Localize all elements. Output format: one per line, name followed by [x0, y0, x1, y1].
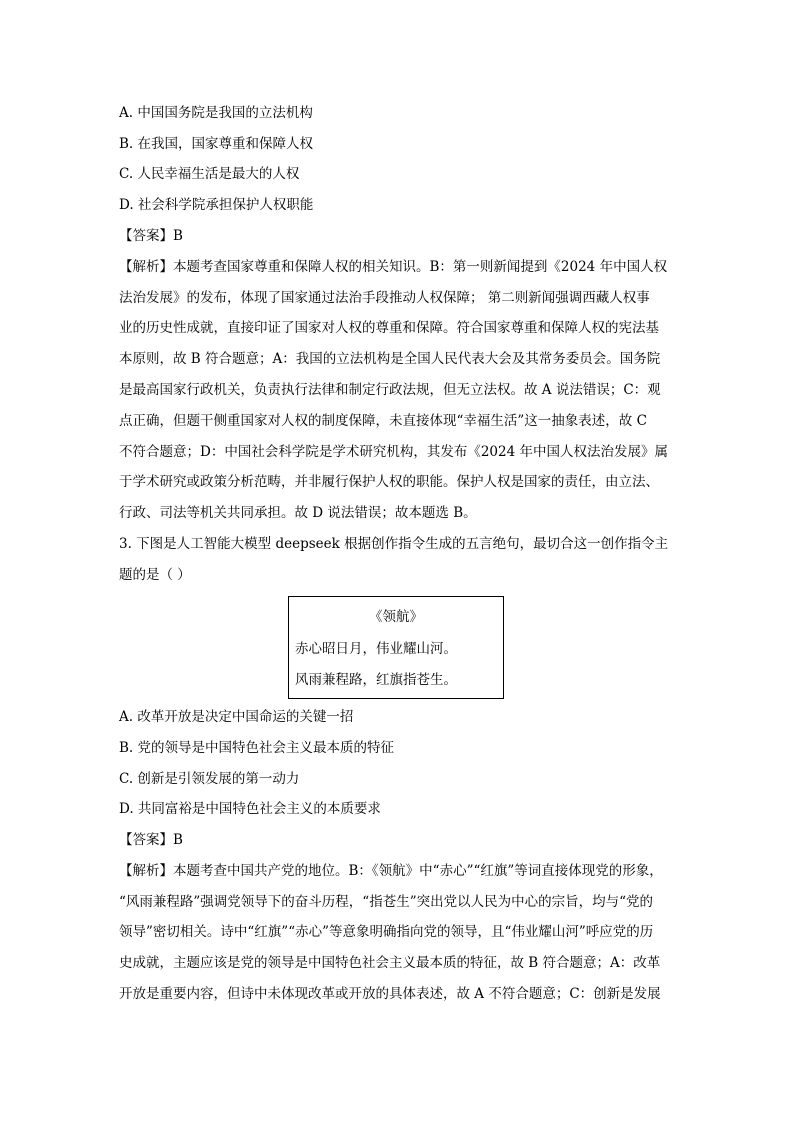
q2-option-a: A. 中国国务院是我国的立法机构 [119, 105, 313, 121]
q2-analysis-line: 是最高国家行政机关，负责执行法律和制定行政法规，但无立法权。故 A 说法错误；C：观 [119, 382, 661, 398]
q3-analysis-line: “风雨兼程路”强调党领导下的奋斗历程，“指苍生”突出党以人民为中心的宗旨，均与“党的 [119, 894, 654, 910]
q2-analysis-line: 点正确，但题干侧重国家对人权的制度保障，未直接体现“幸福生活”这一抽象表述，故 C [119, 413, 647, 429]
q3-option-d: D. 共同富裕是中国特色社会主义的本质要求 [119, 801, 381, 817]
q2-analysis-line: 本原则，故 B 符合题意；A：我国的立法机构是全国人民代表大会及其常务委员会。国务院 [119, 351, 661, 367]
q3-option-c: C. 创新是引领发展的第一动力 [119, 771, 300, 787]
q3-stem-line: 3. 下图是人工智能大模型 deepseek 根据创作指令生成的五言绝句，最切合这一创作指令主 [119, 536, 669, 552]
q2-analysis-line: 于学术研究或政策分析范畴，并非履行保护人权的职能。保护人权是国家的责任，由立法、 [119, 474, 659, 490]
poem-line: 风雨兼程路，红旗指苍生。 [295, 672, 457, 688]
q2-analysis-line: 业的历史性成就，直接印证了国家对人权的尊重和保障。符合国家尊重和保障人权的宪法基 [119, 320, 659, 336]
q3-analysis-line: 【解析】本题考查中国共产党的地位。B：《领航》中“赤心”“红旗”等词直接体现党的形象， [119, 863, 663, 879]
q3-analysis-line: 领导”密切相关。诗中“红旗”“赤心”等意象明确指向党的领导，且“伟业耀山河”呼应党的历 [119, 924, 654, 940]
q2-analysis-line: 行政、司法等机关共同承担。故 D 说法错误；故本题选 B。 [119, 505, 477, 521]
q2-option-b: B. 在我国，国家尊重和保障人权 [119, 136, 314, 152]
q3-option-b: B. 党的领导是中国特色社会主义最本质的特征 [119, 740, 395, 756]
q3-analysis-line: 开放是重要内容，但诗中未体现改革或开放的具体表述，故 A 不符合题意；C：创新是发展 [119, 986, 661, 1002]
q2-option-c: C. 人民幸福生活是最大的人权 [119, 166, 300, 182]
q2-analysis-line: 法治发展》的发布，体现了国家通过法治手段推动人权保障； 第二则新闻强调西藏人权事 [119, 290, 650, 306]
q2-analysis-line: 不符合题意；D：中国社会科学院是学术研究机构，其发布《2024 年中国人权法治发展》属 [119, 444, 668, 460]
q3-option-a: A. 改革开放是决定中国命运的关键一招 [119, 709, 354, 725]
poem-line: 赤心昭日月，伟业耀山河。 [295, 641, 457, 657]
poem-title: 《领航》 [369, 609, 423, 625]
q2-option-d: D. 社会科学院承担保护人权职能 [119, 197, 314, 213]
poem-box [288, 596, 504, 699]
q3-answer: 【答案】B [119, 832, 183, 848]
q3-stem-line: 题的是（ ） [119, 567, 191, 583]
q2-answer: 【答案】B [119, 228, 183, 244]
q2-analysis-line: 【解析】本题考查国家尊重和保障人权的相关知识。B：第一则新闻提到《2024 年中国人权 [119, 259, 668, 275]
q3-analysis-line: 史成就，主题应该是党的领导是中国特色社会主义最本质的特征，故 B 符合题意；A：改革 [119, 955, 661, 971]
